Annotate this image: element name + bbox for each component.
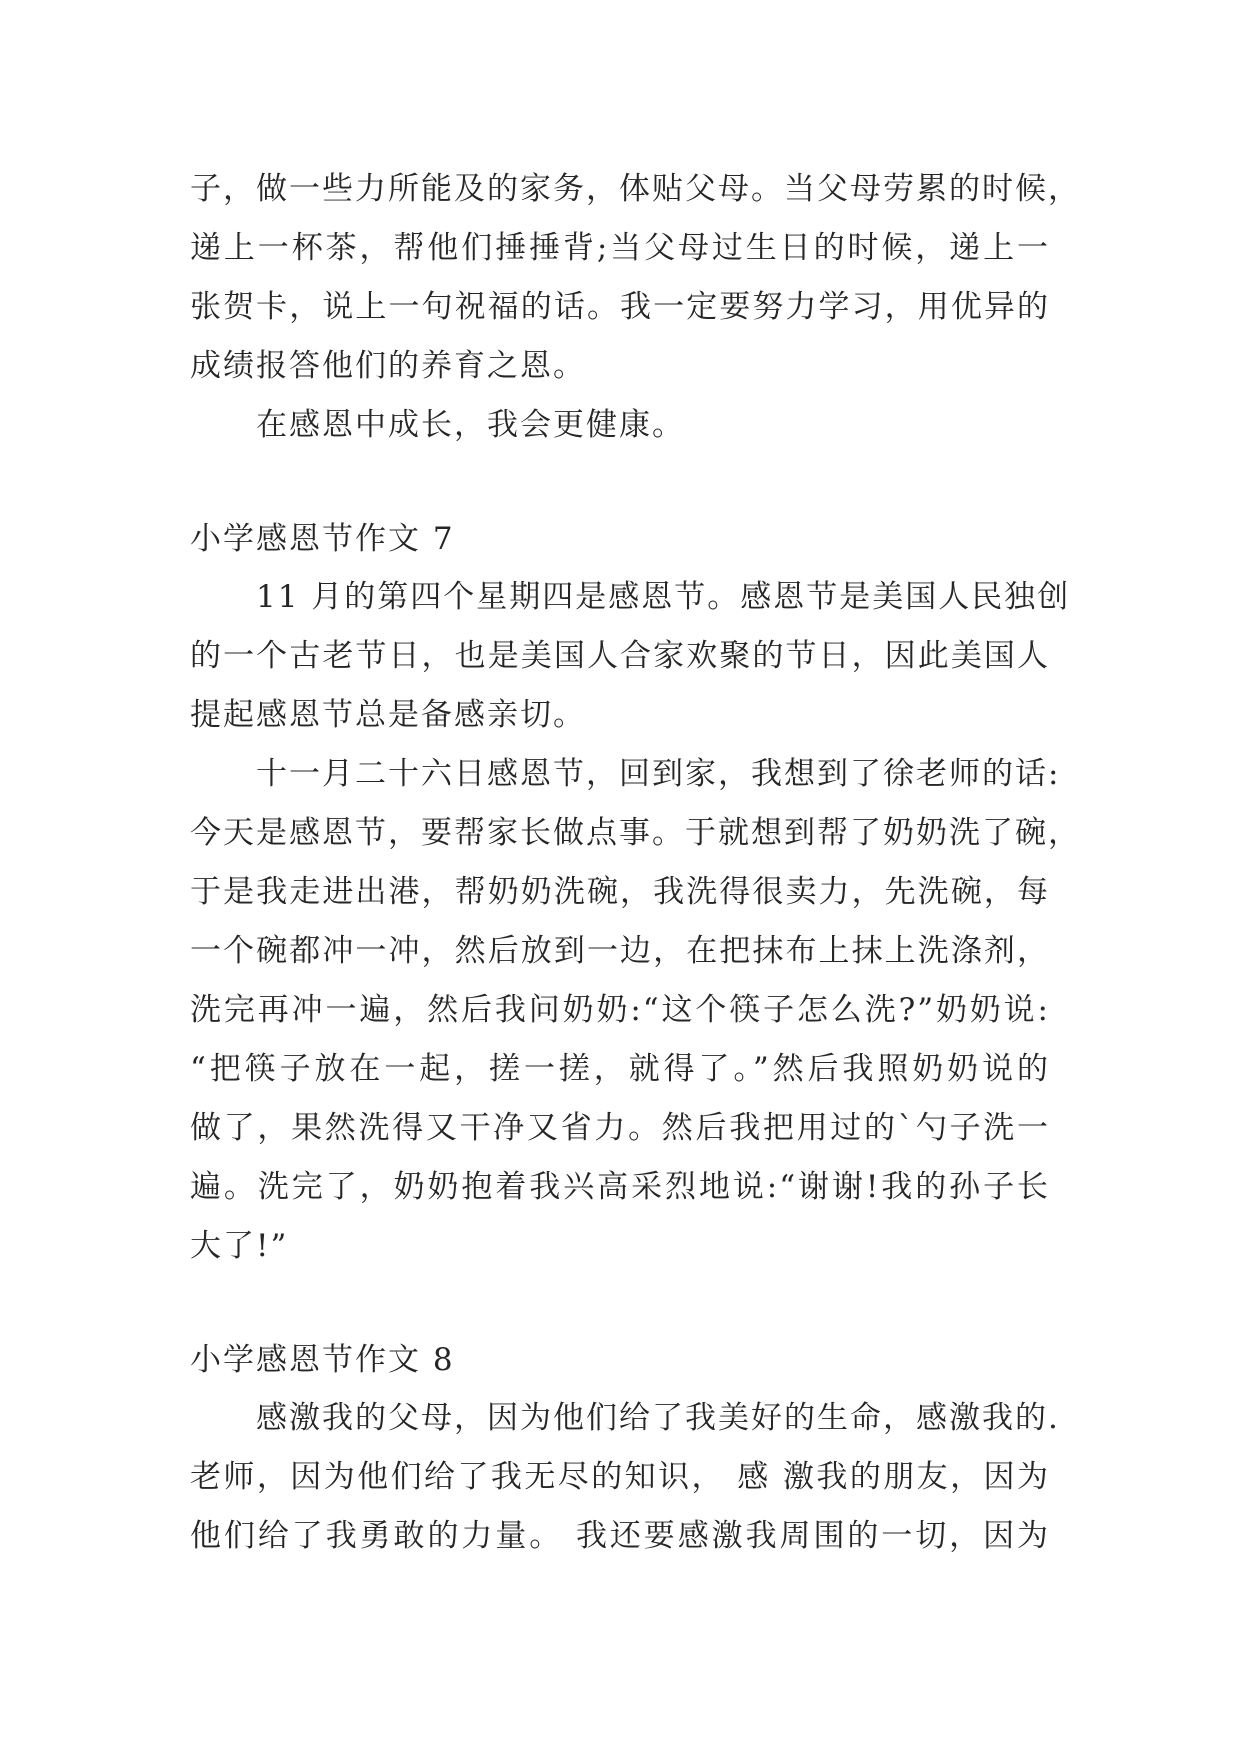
text-line: 于是我走进出港，帮奶奶洗碗，我洗得很卖力，先洗碗，每 — [190, 874, 1050, 910]
text-line: 11 月的第四个星期四是感恩节。感恩节是美国人民独创 — [256, 579, 1071, 615]
text-line: 十一月二十六日感恩节，回到家，我想到了徐老师的话: — [256, 756, 1061, 792]
text-line: 的一个古老节日，也是美国人合家欢聚的节日，因此美国人 — [190, 638, 1050, 674]
text-line: 张贺卡，说上一句祝福的话。我一定要努力学习，用优异的 — [190, 289, 1050, 325]
text-line: 遍。洗完了，奶奶抱着我兴高采烈地说:“谢谢!我的孙子长 — [190, 1169, 1050, 1205]
section-heading: 小学感恩节作文 7 — [190, 521, 455, 557]
text-line: 做了，果然洗得又干净又省力。然后我把用过的`勺子洗一 — [190, 1110, 1050, 1146]
text-line: 洗完再冲一遍，然后我问奶奶:“这个筷子怎么洗?”奶奶说: — [190, 992, 1050, 1028]
text-line: 老师，因为他们给了我无尽的知识， 感 激我的朋友，因为 — [190, 1459, 1050, 1495]
text-line: 子，做一些力所能及的家务，体贴父母。当父母劳累的时候， — [190, 171, 1081, 207]
text-line: 成绩报答他们的养育之恩。 — [190, 348, 586, 384]
text-line: 大了!” — [190, 1228, 289, 1264]
text-line: “把筷子放在一起，搓一搓，就得了。”然后我照奶奶说的 — [190, 1051, 1050, 1087]
text-line: 提起感恩节总是备感亲切。 — [190, 697, 586, 733]
text-line: 今天是感恩节，要帮家长做点事。于就想到帮了奶奶洗了碗， — [190, 815, 1081, 851]
text-line: 他们给了我勇敢的力量。 我还要感激我周围的一切，因为 — [190, 1518, 1050, 1554]
text-line: 感激我的父母，因为他们给了我美好的生命，感激我的. — [256, 1400, 1060, 1436]
text-line: 在感恩中成长，我会更健康。 — [256, 407, 685, 443]
text-line: 一个碗都冲一冲，然后放到一边，在把抹布上抹上洗涤剂， — [190, 933, 1050, 969]
section-heading: 小学感恩节作文 8 — [190, 1342, 455, 1378]
text-line: 递上一杯茶，帮他们捶捶背;当父母过生日的时候，递上一 — [190, 230, 1050, 266]
